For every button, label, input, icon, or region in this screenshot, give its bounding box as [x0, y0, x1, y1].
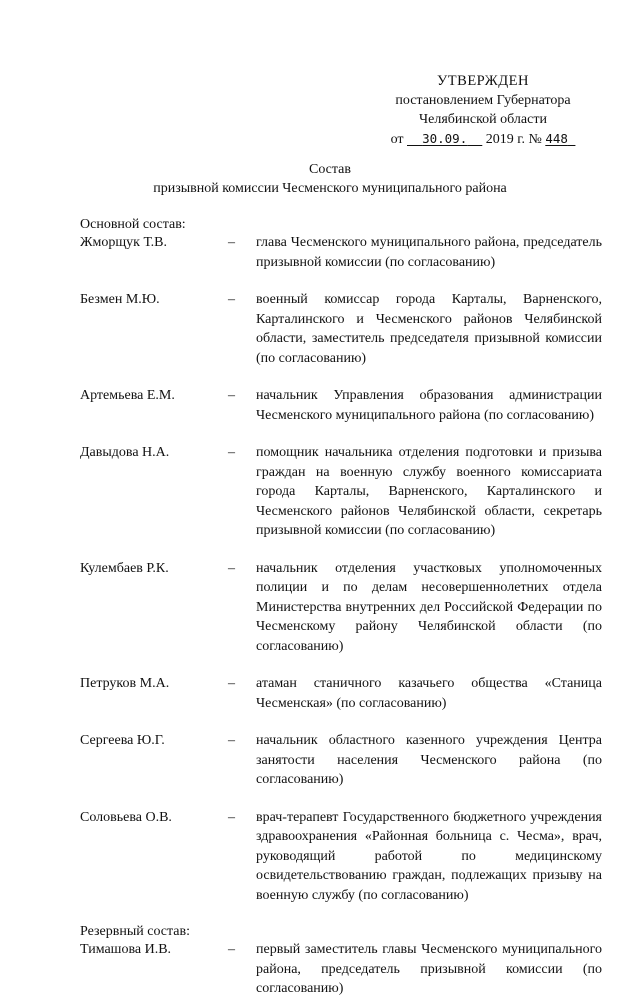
- member-entry: [80, 386, 602, 425]
- member-position: глава Чесменского муниципального района, председатель призывной комиссии (по согласованию): [256, 235, 602, 270]
- approval-number-value: 448: [545, 131, 568, 146]
- member-dash: –: [228, 942, 235, 957]
- member-entry: [80, 808, 602, 906]
- member-name: Жморщук Т.В.: [80, 235, 167, 250]
- approval-heading: УТВЕРЖДЕН: [437, 73, 529, 89]
- title-line-commission: призывной комиссии Чесменского муниципального района: [153, 181, 507, 196]
- spacer: [80, 713, 602, 731]
- member-dash: –: [228, 292, 235, 307]
- member-name: Сергеева Ю.Г.: [80, 733, 165, 748]
- member-dash: –: [228, 676, 235, 691]
- spacer: [80, 425, 602, 443]
- member-position: врач-терапевт Государственного бюджетного учреждения здравоохранения «Районная больница с. Чесма», врач, руководящий работой по медицинскому освидетельствованию граждан, подлежащих призыву на военную службу (по согласованию): [256, 809, 602, 903]
- approval-decree-line: постановлением Губернатора: [395, 93, 571, 108]
- member-name: Давыдова Н.А.: [80, 445, 170, 460]
- member-position: атаман станичного казачьего общества «Станица Чесменская» (по согласованию): [256, 676, 602, 711]
- spacer: [80, 368, 602, 386]
- member-dash: –: [228, 445, 235, 460]
- spacer: [80, 541, 602, 559]
- member-entry: [80, 290, 602, 368]
- member-entry: [80, 940, 602, 999]
- approval-region-line: Челябинской области: [419, 112, 547, 127]
- member-name: Тимашова И.В.: [80, 942, 172, 957]
- member-position: первый заместитель главы Чесменского муниципального района, председатель призывной комиссии (по согласованию): [256, 942, 602, 996]
- commission-list: [80, 216, 602, 999]
- member-dash: –: [228, 809, 235, 825]
- document-title: [40, 160, 620, 198]
- main-section-label: Основной состав:: [80, 217, 186, 232]
- member-position: помощник начальника отделения подготовки и призыва граждан на военную службу военного комиссариата города Карталы, Варненского, Карталинского и Чесменского районов Челябинской области, секретарь призывной комиссии (по согласованию): [256, 445, 602, 538]
- member-name: Петруков М.А.: [80, 676, 170, 691]
- member-position: начальник областного казенного учреждения Центра занятости населения Чесменского района (по согласованию): [256, 733, 602, 787]
- member-entry: [80, 559, 602, 657]
- reserve-section-label: Резервный состав:: [80, 924, 191, 939]
- member-name: Соловьева О.В.: [80, 809, 172, 825]
- member-entry: [80, 674, 602, 713]
- member-entry: [80, 233, 602, 272]
- approval-date-value: 30.09.: [422, 131, 468, 146]
- spacer: [80, 272, 602, 290]
- approval-date-prefix: от: [390, 132, 404, 147]
- member-name: Безмен М.Ю.: [80, 292, 160, 307]
- member-name: Кулембаев Р.К.: [80, 560, 169, 576]
- member-position: начальник отделения участковых уполномоченных полиции и по делам несовершеннолетних отдела Министерства внутренних дел Российской Федерации по Чесменскому району Челябинской области (по согласованию): [256, 560, 602, 654]
- member-dash: –: [228, 733, 235, 748]
- approval-date-line: [378, 129, 588, 149]
- member-position: начальник Управления образования администрации Чесменского муниципального района (по согласованию): [256, 388, 602, 423]
- spacer: [80, 905, 602, 923]
- spacer: [80, 790, 602, 808]
- title-line-composition: Состав: [308, 162, 351, 177]
- member-entry: [80, 443, 602, 541]
- member-dash: –: [228, 235, 235, 250]
- member-dash: –: [228, 560, 235, 576]
- member-entry: [80, 731, 602, 790]
- member-position: военный комиссар города Карталы, Варненского, Карталинского и Чесменского районов Челябинской области, заместитель председателя призывной комиссии (по согласованию): [256, 292, 602, 366]
- approval-year-text: 2019 г. №: [485, 132, 542, 147]
- approval-stamp: [378, 72, 588, 149]
- member-dash: –: [228, 388, 235, 403]
- spacer: [80, 656, 602, 674]
- member-name: Артемьева Е.М.: [80, 388, 175, 403]
